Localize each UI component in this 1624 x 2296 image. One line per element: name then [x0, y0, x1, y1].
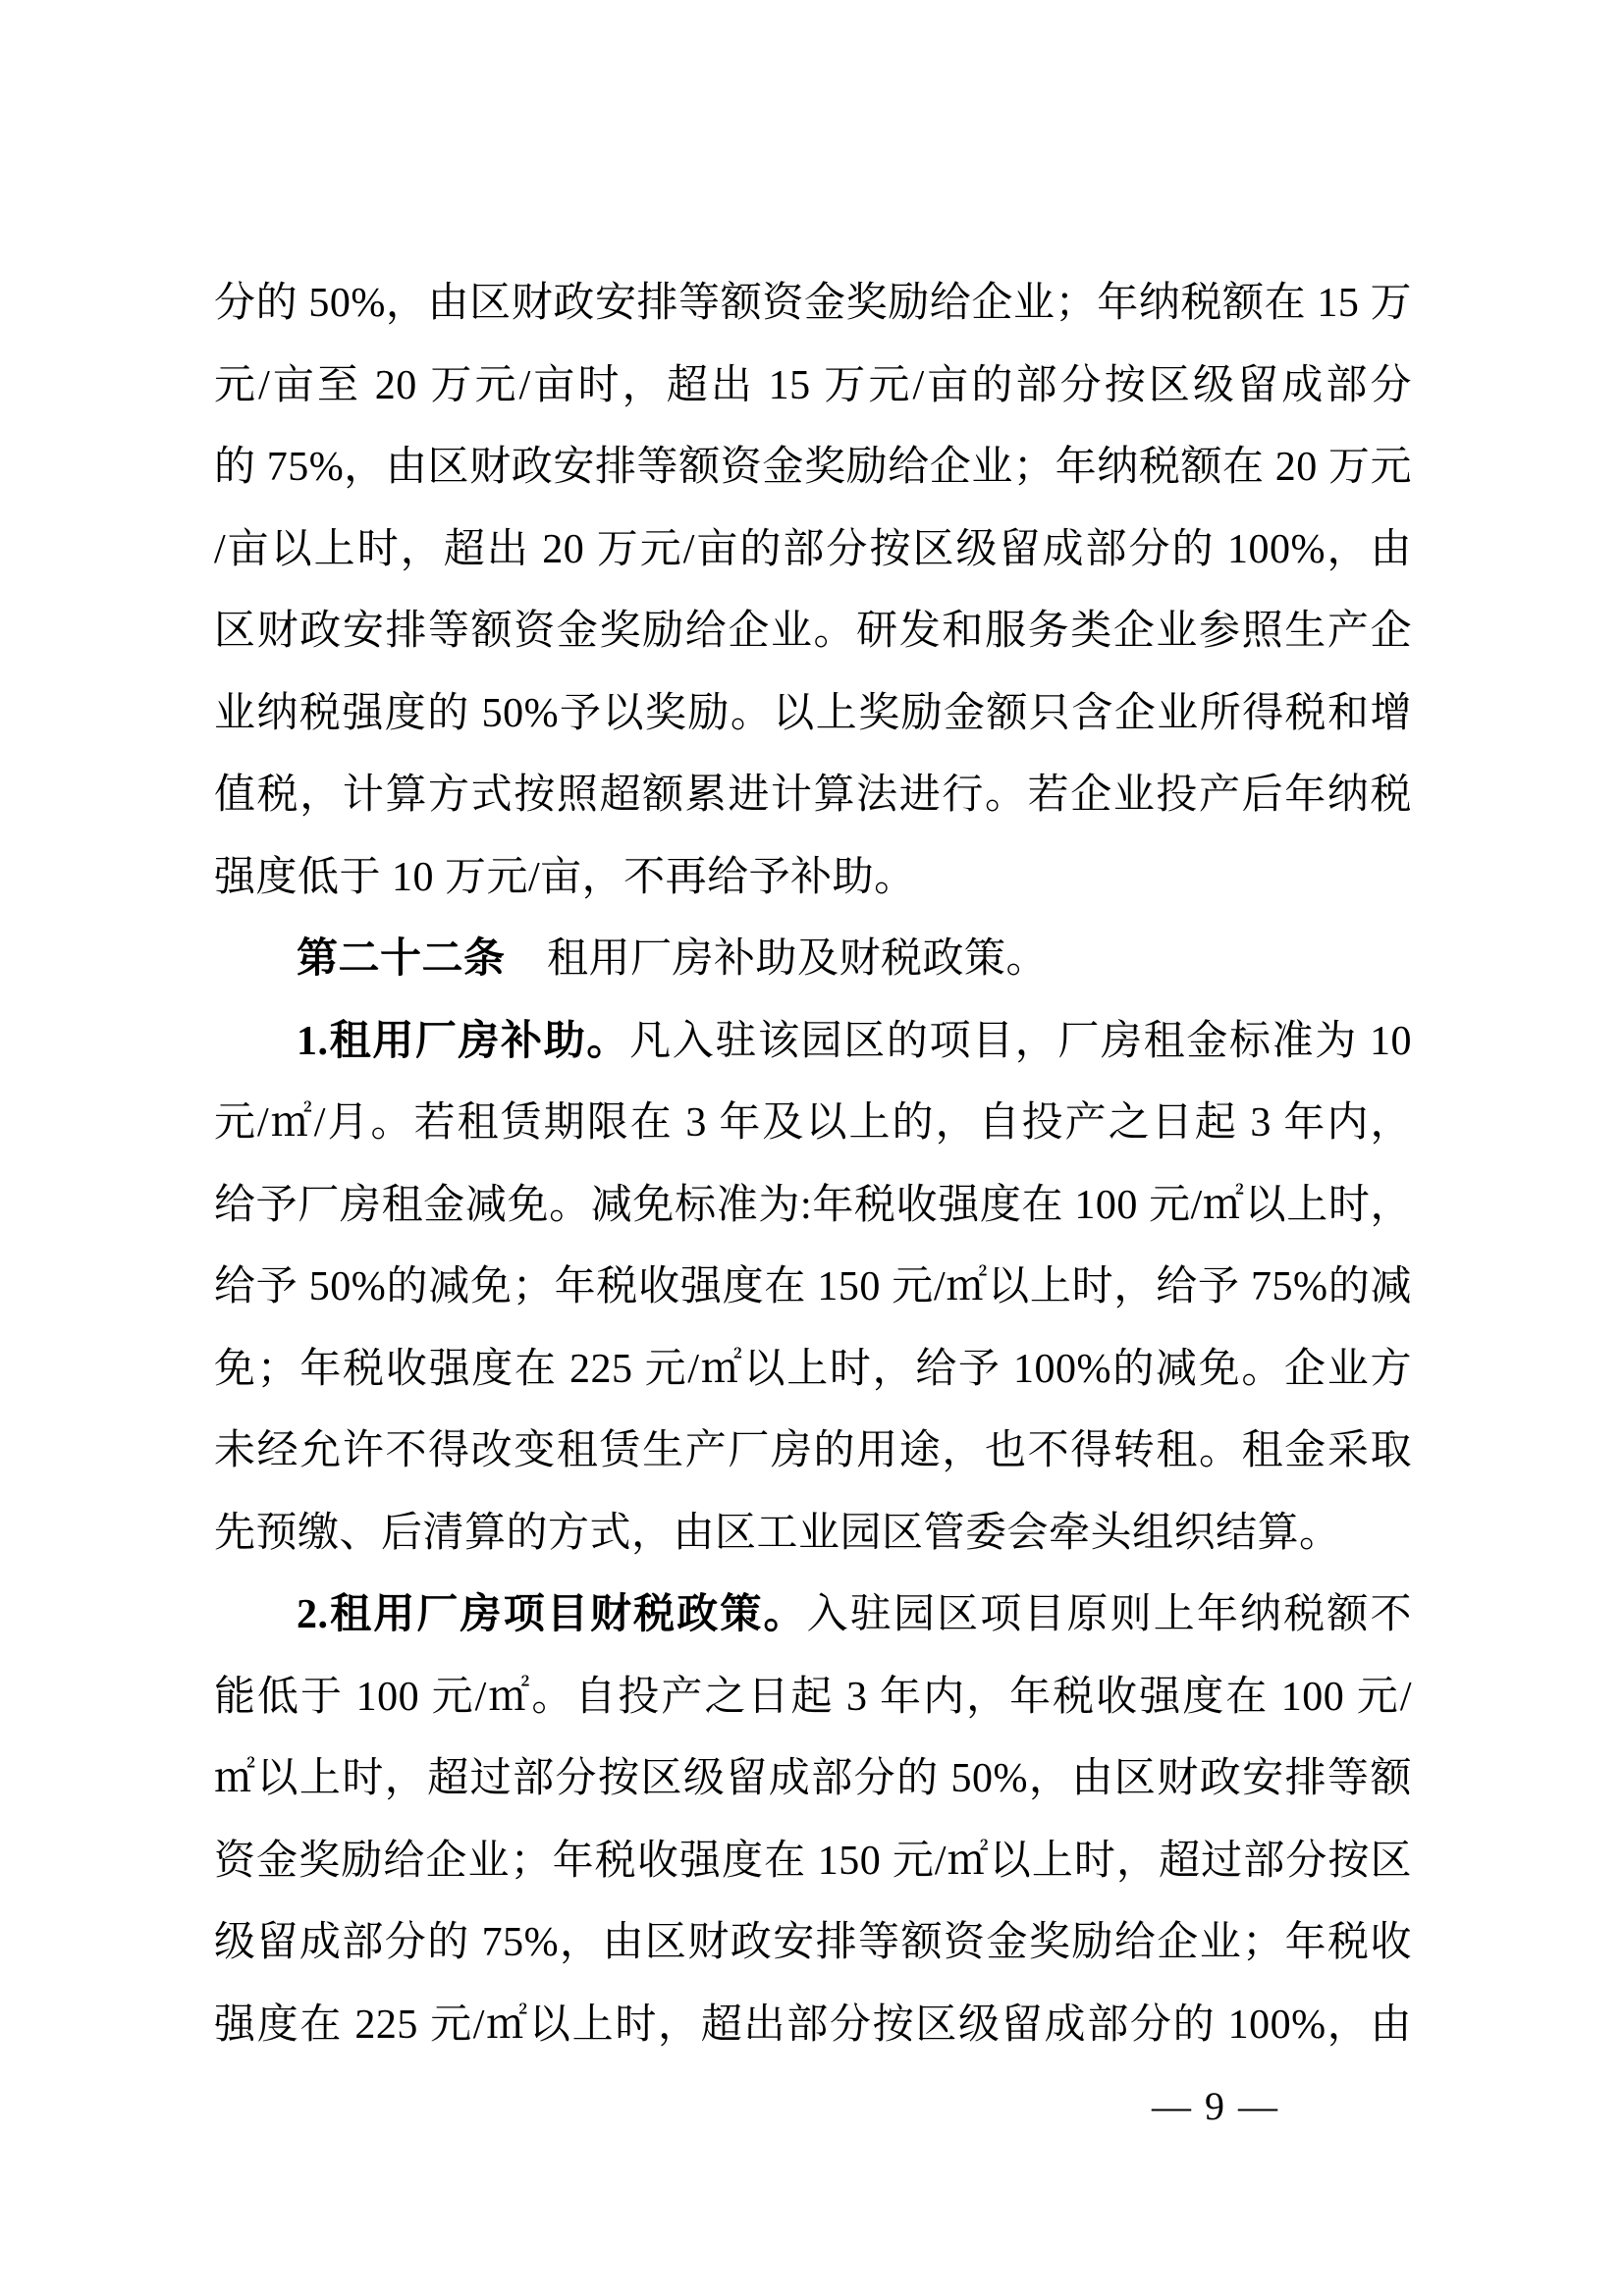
bold-text-segment: 2.租用厂房项目财税政策。 — [297, 1592, 807, 1637]
text-segment: /亩以上时，超出 20 万元/亩的部分按区级留成部分的 100%，由 — [214, 526, 1412, 572]
text-line — [214, 427, 1412, 509]
text-segment: 未经允许不得改变租赁生产厂房的用途，也不得转租。租金采取 — [214, 1428, 1412, 1473]
text-segment: 元/㎡/月。若租赁期限在 3 年及以上的，自投产之日起 3 年内， — [214, 1100, 1412, 1146]
text-line — [214, 1493, 1412, 1575]
text-line — [214, 1575, 1412, 1657]
text-line — [214, 1001, 1412, 1084]
text-line — [214, 1165, 1412, 1248]
text-line — [214, 591, 1412, 673]
document-body — [214, 263, 1412, 2066]
text-line — [214, 1083, 1412, 1165]
text-segment: 凡入驻该园区的项目，厂房租金标准为 10 — [629, 1018, 1412, 1064]
text-line — [214, 1247, 1412, 1329]
text-segment: 强度低于 10 万元/亩，不再给予补助。 — [214, 854, 916, 900]
text-segment: 能低于 100 元/㎡。自投产之日起 3 年内，年税收强度在 100 元/ — [214, 1674, 1412, 1720]
text-line — [214, 1411, 1412, 1493]
text-line — [214, 509, 1412, 592]
text-line — [214, 1329, 1412, 1412]
text-segment: 值税，计算方式按照超额累进计算法进行。若企业投产后年纳税 — [214, 773, 1412, 818]
text-line — [214, 1657, 1412, 1739]
text-line — [214, 346, 1412, 428]
text-segment: ㎡以上时，超过部分按区级留成部分的 50%，由区财政安排等额 — [214, 1756, 1412, 1801]
text-line — [214, 1985, 1412, 2067]
text-line — [214, 1902, 1412, 1985]
text-line — [214, 919, 1412, 1001]
text-segment: 的 75%，由区财政安排等额资金奖励给企业；年纳税额在 20 万元 — [214, 445, 1412, 490]
text-segment: 分的 50%，由区财政安排等额资金奖励给企业；年纳税额在 15 万 — [214, 281, 1412, 326]
text-line — [214, 755, 1412, 837]
text-segment: 资金奖励给企业；年税收强度在 150 元/㎡以上时，超过部分按区 — [214, 1838, 1412, 1884]
text-segment: 免；年税收强度在 225 元/㎡以上时，给予 100%的减免。企业方 — [214, 1346, 1412, 1392]
text-segment: 先预缴、后清算的方式，由区工业园区管委会牵头组织结算。 — [214, 1510, 1341, 1556]
bold-text-segment: 第二十二条 — [297, 936, 506, 982]
text-segment: 给予厂房租金减免。减免标准为:年税收强度在 100 元/㎡以上时， — [214, 1182, 1412, 1228]
text-segment: 入驻园区项目原则上年纳税额不 — [806, 1592, 1412, 1637]
text-segment: 级留成部分的 75%，由区财政安排等额资金奖励给企业；年税收 — [214, 1920, 1412, 1965]
text-line — [214, 1821, 1412, 1903]
text-line — [214, 837, 1412, 920]
text-segment: 给予 50%的减免；年税收强度在 150 元/㎡以上时，给予 75%的减 — [214, 1264, 1412, 1309]
text-segment: 强度在 225 元/㎡以上时，超出部分按区级留成部分的 100%，由 — [214, 2002, 1412, 2048]
text-line — [214, 673, 1412, 756]
text-segment: 租用厂房补助及财税政策。 — [505, 936, 1049, 982]
text-segment: 元/亩至 20 万元/亩时，超出 15 万元/亩的部分按区级留成部分 — [214, 362, 1412, 408]
page-number: — 9 — — [1152, 2084, 1279, 2128]
text-line — [214, 1738, 1412, 1821]
bold-text-segment: 1.租用厂房补助。 — [297, 1018, 630, 1064]
text-segment: 业纳税强度的 50%予以奖励。以上奖励金额只含企业所得税和增 — [214, 690, 1412, 736]
text-segment: 区财政安排等额资金奖励给企业。研发和服务类企业参照生产企 — [214, 609, 1412, 654]
text-line — [214, 263, 1412, 346]
